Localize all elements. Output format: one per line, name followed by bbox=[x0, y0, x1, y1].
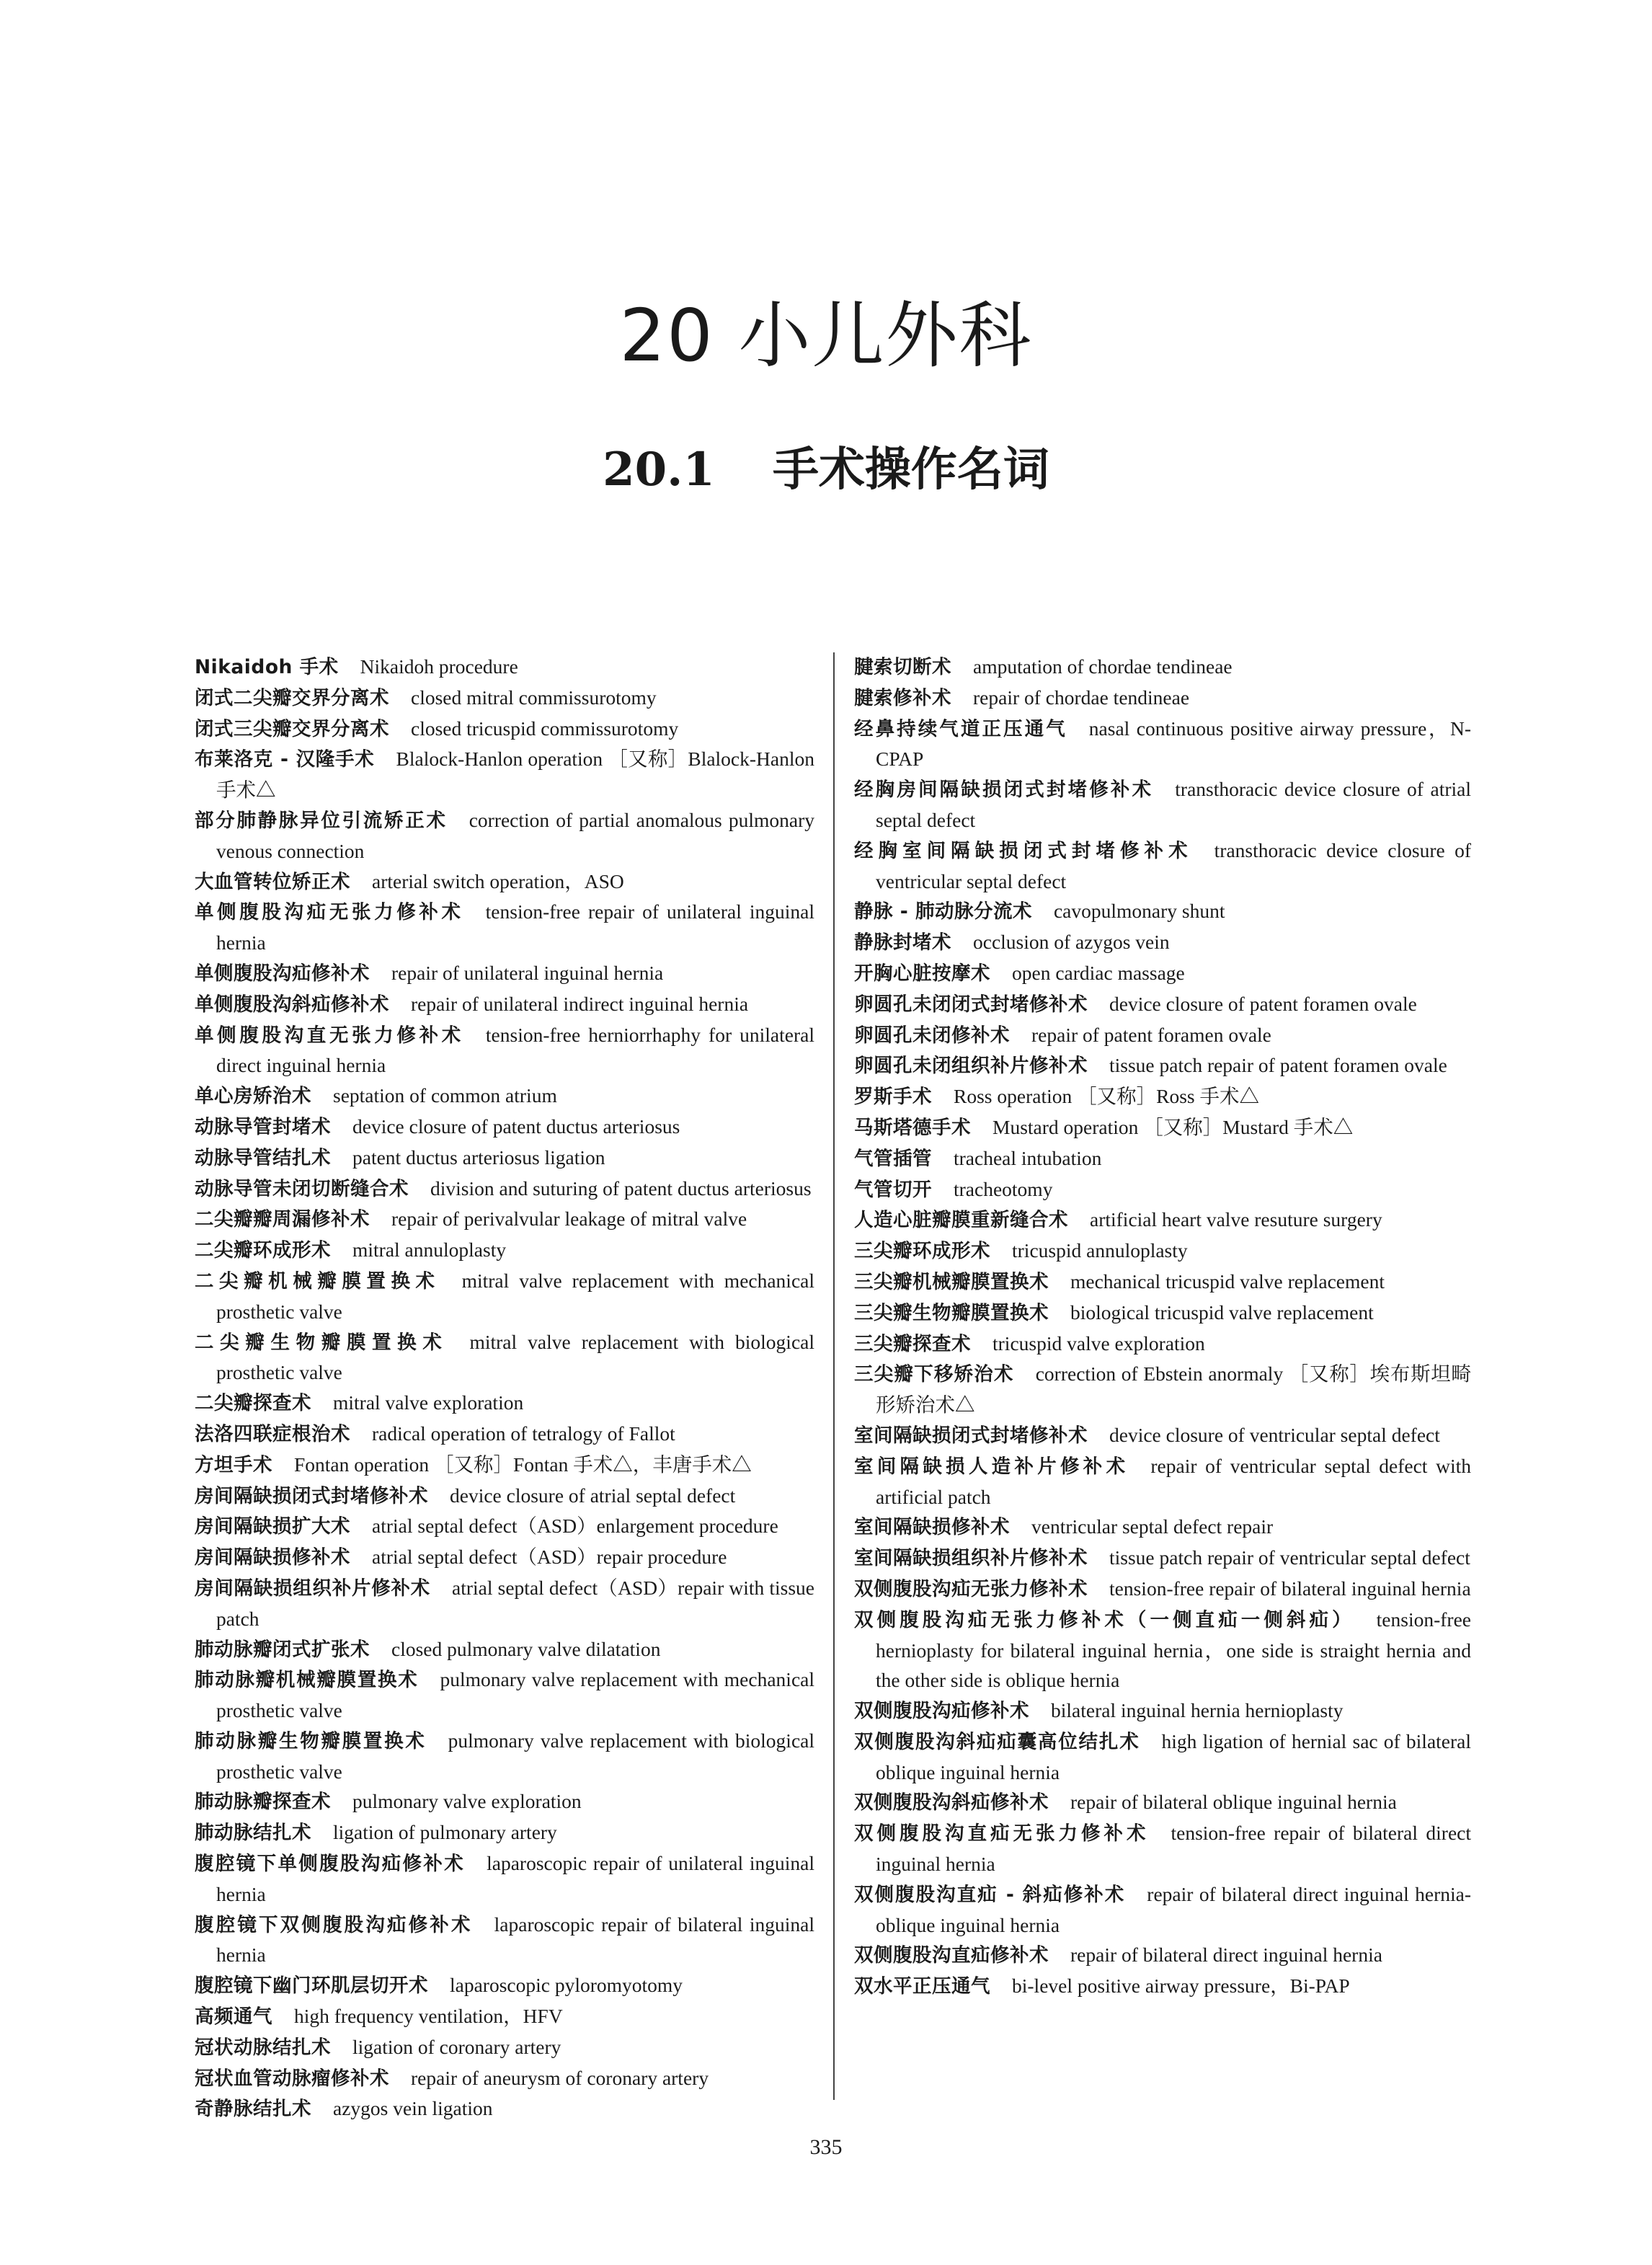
term-chinese: 三尖瓣生物瓣膜置换术 bbox=[854, 1301, 1049, 1324]
term-chinese: 动脉导管结扎术 bbox=[195, 1146, 331, 1169]
glossary-entry bbox=[195, 1143, 814, 1174]
glossary-entry bbox=[195, 1511, 814, 1542]
term-english: repair of bilateral direct inguinal hernia bbox=[1070, 1943, 1382, 1967]
glossary-entry bbox=[195, 1848, 814, 1910]
glossary-entry bbox=[854, 1696, 1471, 1727]
term-english: device closure of atrial septal defect bbox=[450, 1484, 736, 1507]
term-chinese: 腹腔镜下双侧腹股沟疝修补术 bbox=[195, 1913, 473, 1936]
glossary-entry bbox=[195, 866, 814, 897]
term-english: high frequency ventilation，HFV bbox=[294, 2005, 563, 2028]
term-english: repair of bilateral oblique inguinal hernia bbox=[1070, 1791, 1397, 1814]
glossary-entry bbox=[195, 1970, 814, 2001]
glossary-entry bbox=[195, 1542, 814, 1573]
term-chinese: 腹腔镜下单侧腹股沟疝修补术 bbox=[195, 1853, 466, 1876]
term-chinese: 奇静脉结扎术 bbox=[195, 2098, 311, 2121]
term-chinese: 单侧腹股沟直无张力修补术 bbox=[195, 1024, 464, 1047]
glossary-entry bbox=[854, 1787, 1471, 1818]
term-english: repair of unilateral inguinal hernia bbox=[391, 961, 664, 984]
glossary-entry bbox=[195, 1573, 814, 1634]
term-english: mitral valve replacement with biological prosthetic valve bbox=[216, 1330, 815, 1384]
term-english: repair of bilateral direct inguinal hernia-oblique inguinal hernia bbox=[876, 1882, 1471, 1936]
term-english: mechanical tricuspid valve replacement bbox=[1070, 1269, 1385, 1293]
term-english: closed tricuspid commissurotomy bbox=[411, 717, 679, 740]
term-english: high ligation of hernial sac of bilateral oblique inguinal hernia bbox=[876, 1729, 1471, 1783]
term-english: tricuspid annuloplasty bbox=[1012, 1239, 1188, 1262]
glossary-entry bbox=[854, 1081, 1471, 1112]
glossary-entry bbox=[854, 1143, 1471, 1174]
term-english: Mustard operation ［又称］Mustard 手术△ bbox=[992, 1115, 1354, 1138]
term-english: bilateral inguinal hernia hernioplasty bbox=[1051, 1699, 1344, 1722]
term-english: pulmonary valve replacement with mechanical prosthetic valve bbox=[216, 1668, 814, 1722]
term-chinese: 动脉导管未闭切断缝合术 bbox=[195, 1177, 409, 1200]
glossary-entry bbox=[854, 1298, 1471, 1329]
term-english: amputation of chordae tendineae bbox=[973, 655, 1233, 678]
term-chinese: 双侧腹股沟疝无张力修补术（一侧直疝一侧斜疝） bbox=[854, 1608, 1355, 1631]
term-english: division and suturing of patent ductus arteriosus bbox=[430, 1176, 812, 1200]
glossary-entry bbox=[195, 1388, 814, 1419]
term-english: tension-free repair of bilateral inguinal hernia bbox=[1109, 1577, 1471, 1600]
section-title bbox=[0, 433, 1652, 499]
glossary-entry bbox=[854, 1971, 1471, 2002]
term-english: laparoscopic pyloromyotomy bbox=[450, 1974, 683, 1997]
term-chinese: 肺动脉瓣探查术 bbox=[195, 1791, 331, 1814]
glossary-entry bbox=[195, 1174, 814, 1205]
glossary-entry bbox=[195, 1419, 814, 1450]
term-chinese: 卵圆孔未闭修补术 bbox=[854, 1024, 1010, 1047]
term-chinese: 房间隔缺损修补术 bbox=[195, 1546, 350, 1569]
term-english: azygos vein ligation bbox=[333, 2097, 493, 2120]
glossary-entry bbox=[854, 1267, 1471, 1298]
term-chinese: 卵圆孔未闭闭式封堵修补术 bbox=[854, 993, 1088, 1016]
term-english: artificial heart valve resuture surgery bbox=[1090, 1208, 1382, 1231]
glossary-entry bbox=[854, 1818, 1471, 1879]
glossary-entry bbox=[195, 1726, 814, 1787]
term-english: bi-level positive airway pressure，Bi-PAP bbox=[1012, 1974, 1350, 1998]
term-english: Fontan operation ［又称］Fontan 手术△，丰唐手术△ bbox=[294, 1453, 752, 1476]
term-chinese: 三尖瓣机械瓣膜置换术 bbox=[854, 1270, 1049, 1293]
term-chinese: 房间隔缺损扩大术 bbox=[195, 1515, 350, 1538]
glossary-entry bbox=[195, 1020, 814, 1081]
term-chinese: 经胸房间隔缺损闭式封堵修补术 bbox=[854, 779, 1154, 802]
glossary-entry bbox=[854, 1574, 1471, 1605]
glossary-entry bbox=[854, 714, 1471, 775]
term-english: tension-free hernioplasty for bilateral inguinal hernia，one side is straight hernia and the other side is oblique hernia bbox=[876, 1608, 1471, 1692]
term-english: device closure of patent foramen ovale bbox=[1109, 992, 1417, 1015]
term-english: laparoscopic repair of unilateral inguinal hernia bbox=[216, 1852, 815, 1905]
glossary-entry bbox=[854, 835, 1471, 897]
term-chinese: 双侧腹股沟斜疝修补术 bbox=[854, 1791, 1049, 1814]
term-english: transthoracic device closure of ventricular septal defect bbox=[876, 838, 1472, 892]
glossary-entry bbox=[195, 1786, 814, 1817]
chapter-title: 20 小儿外科 bbox=[619, 293, 1033, 378]
glossary-entry bbox=[854, 1020, 1471, 1051]
term-english: tension-free herniorrhaphy for unilateral direct inguinal hernia bbox=[216, 1023, 814, 1077]
term-english: laparoscopic repair of bilateral inguinal hernia bbox=[216, 1912, 815, 1967]
glossary-entry bbox=[195, 1817, 814, 1848]
term-chinese: 房间隔缺损组织补片修补术 bbox=[195, 1577, 431, 1600]
term-chinese: 罗斯手术 bbox=[854, 1086, 932, 1109]
term-chinese: 二尖瓣环成形术 bbox=[195, 1239, 331, 1262]
term-english: Nikaidoh procedure bbox=[360, 655, 518, 678]
term-chinese: Nikaidoh 手术 bbox=[195, 656, 339, 678]
term-english: mitral annuloplasty bbox=[352, 1238, 507, 1262]
term-chinese: 高频通气 bbox=[195, 2005, 272, 2029]
term-english: septation of common atrium bbox=[333, 1084, 557, 1107]
glossary-entry bbox=[195, 958, 814, 989]
term-chinese: 闭式二尖瓣交界分离术 bbox=[195, 686, 389, 709]
glossary-entry bbox=[854, 774, 1471, 835]
term-english: repair of unilateral indirect inguinal hernia bbox=[411, 992, 749, 1015]
glossary-entry bbox=[195, 652, 814, 683]
term-english: nasal continuous positive airway pressure，N-CPAP bbox=[876, 717, 1471, 771]
term-english: tissue patch repair of ventricular septal defect bbox=[1109, 1546, 1470, 1569]
term-chinese: 腱索修补术 bbox=[854, 686, 951, 709]
term-chinese: 气管插管 bbox=[854, 1147, 932, 1170]
glossary-entry bbox=[195, 744, 814, 805]
glossary-entry bbox=[854, 1112, 1471, 1143]
left-column bbox=[195, 652, 814, 2124]
term-english: repair of patent foramen ovale bbox=[1031, 1023, 1271, 1046]
term-english: transthoracic device closure of atrial septal defect bbox=[876, 778, 1471, 831]
term-chinese: 室间隔缺损修补术 bbox=[854, 1516, 1010, 1539]
glossary-entry bbox=[195, 1327, 814, 1388]
term-chinese: 二尖瓣瓣周漏修补术 bbox=[195, 1208, 370, 1231]
term-english: tension-free repair of unilateral inguinal hernia bbox=[216, 900, 814, 954]
term-english: tricuspid valve exploration bbox=[992, 1331, 1205, 1355]
term-chinese: 法洛四联症根治术 bbox=[195, 1422, 350, 1445]
glossary-entry bbox=[854, 1329, 1471, 1360]
term-english: closed mitral commissurotomy bbox=[411, 686, 657, 709]
term-english: tension-free repair of bilateral direct inguinal hernia bbox=[876, 1822, 1471, 1876]
term-chinese: 冠状动脉结扎术 bbox=[195, 2036, 331, 2059]
term-chinese: 二尖瓣探查术 bbox=[195, 1392, 311, 1415]
term-chinese: 双水平正压通气 bbox=[854, 1975, 990, 1998]
section-number: 20.1 bbox=[603, 443, 715, 497]
term-chinese: 二尖瓣机械瓣膜置换术 bbox=[195, 1269, 440, 1293]
column-divider bbox=[833, 652, 835, 2100]
term-english: Ross operation ［又称］Ross 手术△ bbox=[954, 1085, 1259, 1108]
term-english: pulmonary valve exploration bbox=[352, 1790, 582, 1813]
term-chinese: 肺动脉结扎术 bbox=[195, 1822, 311, 1845]
term-chinese: 三尖瓣下移矫治术 bbox=[854, 1363, 1014, 1386]
glossary-entry bbox=[195, 1112, 814, 1143]
term-chinese: 室间隔缺损组织补片修补术 bbox=[854, 1547, 1088, 1570]
glossary-entry bbox=[854, 683, 1471, 714]
glossary-entry bbox=[195, 1481, 814, 1512]
glossary-entry bbox=[195, 2093, 814, 2124]
term-english: tracheotomy bbox=[954, 1177, 1053, 1200]
glossary-entry bbox=[195, 989, 814, 1020]
term-english: cavopulmonary shunt bbox=[1053, 900, 1225, 923]
term-english: open cardiac massage bbox=[1012, 961, 1185, 984]
term-chinese: 卵圆孔未闭组织补片修补术 bbox=[854, 1055, 1088, 1078]
glossary-entry bbox=[854, 652, 1471, 683]
term-english: ligation of coronary artery bbox=[352, 2035, 561, 2058]
term-chinese: 三尖瓣探查术 bbox=[854, 1332, 971, 1355]
term-chinese: 双侧腹股沟疝修补术 bbox=[854, 1700, 1029, 1723]
term-chinese: 双侧腹股沟直疝 - 斜疝修补术 bbox=[854, 1883, 1126, 1906]
term-chinese: 腱索切断术 bbox=[854, 656, 951, 678]
term-english: biological tricuspid valve replacement bbox=[1070, 1300, 1374, 1324]
term-english: occlusion of azygos vein bbox=[973, 931, 1170, 954]
glossary-entry bbox=[854, 1727, 1471, 1788]
glossary-entry bbox=[195, 805, 814, 866]
term-english: mitral valve replacement with mechanical prosthetic valve bbox=[216, 1269, 815, 1323]
term-english: radical operation of tetralogy of Fallot bbox=[372, 1422, 675, 1445]
glossary-entry bbox=[854, 989, 1471, 1020]
term-english: ventricular septal defect repair bbox=[1031, 1515, 1274, 1538]
glossary-entry bbox=[854, 1512, 1471, 1543]
term-chinese: 肺动脉瓣生物瓣膜置换术 bbox=[195, 1729, 427, 1752]
glossary-entry bbox=[195, 2032, 814, 2063]
glossary-entry bbox=[854, 896, 1471, 927]
term-english: mitral valve exploration bbox=[333, 1391, 524, 1414]
term-chinese: 肺动脉瓣闭式扩张术 bbox=[195, 1638, 370, 1661]
term-english: ligation of pulmonary artery bbox=[333, 1821, 557, 1844]
term-chinese: 肺动脉瓣机械瓣膜置换术 bbox=[195, 1669, 419, 1692]
glossary-entry bbox=[854, 1420, 1471, 1451]
glossary-entry bbox=[195, 897, 814, 958]
term-chinese: 双侧腹股沟直疝修补术 bbox=[854, 1944, 1049, 1967]
term-english: Blalock-Hanlon operation ［又称］Blalock-Hanlon 手术△ bbox=[216, 748, 814, 802]
term-chinese: 气管切开 bbox=[854, 1178, 932, 1201]
glossary-entry bbox=[195, 1665, 814, 1726]
glossary-entry bbox=[195, 1235, 814, 1266]
term-chinese: 静脉 - 肺动脉分流术 bbox=[854, 900, 1032, 923]
term-english: correction of partial anomalous pulmonary venous connection bbox=[216, 808, 815, 862]
term-chinese: 人造心脏瓣膜重新缝合术 bbox=[854, 1209, 1068, 1232]
term-chinese: 闭式三尖瓣交界分离术 bbox=[195, 717, 389, 740]
glossary-entry bbox=[854, 958, 1471, 989]
term-chinese: 经胸室间隔缺损闭式封堵修补术 bbox=[854, 839, 1193, 862]
term-english: atrial septal defect（ASD）repair with tissue patch bbox=[216, 1576, 815, 1630]
glossary-entry bbox=[854, 927, 1471, 958]
term-chinese: 单侧腹股沟斜疝修补术 bbox=[195, 993, 389, 1016]
glossary-entry bbox=[854, 1174, 1471, 1205]
glossary-entry bbox=[854, 1236, 1471, 1267]
right-column bbox=[854, 652, 1471, 2002]
term-english: patent ductus arteriosus ligation bbox=[352, 1145, 605, 1169]
term-chinese: 方坦手术 bbox=[195, 1453, 272, 1476]
term-english: tissue patch repair of patent foramen ovale bbox=[1109, 1054, 1447, 1077]
glossary-entry bbox=[854, 1050, 1471, 1081]
term-chinese: 大血管转位矫正术 bbox=[195, 870, 350, 893]
glossary-entry bbox=[854, 1543, 1471, 1574]
term-english: device closure of patent ductus arteriosus bbox=[352, 1114, 680, 1138]
glossary-entry bbox=[195, 1266, 814, 1327]
term-english: atrial septal defect（ASD）repair procedure bbox=[372, 1546, 727, 1569]
term-chinese: 静脉封堵术 bbox=[854, 931, 951, 954]
term-chinese: 二尖瓣生物瓣膜置换术 bbox=[195, 1331, 448, 1354]
glossary-entry bbox=[854, 1940, 1471, 1971]
glossary-entry bbox=[195, 683, 814, 714]
term-chinese: 腹腔镜下幽门环肌层切开术 bbox=[195, 1974, 428, 1998]
term-english: correction of Ebstein anormaly ［又称］埃布斯坦畸形矫治术△ bbox=[876, 1362, 1471, 1417]
glossary-entry bbox=[854, 1205, 1471, 1236]
glossary-entry bbox=[854, 1879, 1471, 1941]
term-chinese: 冠状血管动脉瘤修补术 bbox=[195, 2067, 389, 2090]
term-chinese: 房间隔缺损闭式封堵修补术 bbox=[195, 1484, 428, 1507]
glossary-entry bbox=[195, 1634, 814, 1665]
term-english: atrial septal defect（ASD）enlargement procedure bbox=[372, 1515, 778, 1538]
term-chinese: 经鼻持续气道正压通气 bbox=[854, 717, 1067, 740]
glossary-entry bbox=[854, 1359, 1471, 1420]
glossary-entry bbox=[195, 1910, 814, 1971]
glossary-entry bbox=[195, 1204, 814, 1235]
term-english: repair of aneurysm of coronary artery bbox=[411, 2066, 709, 2089]
term-chinese: 单侧腹股沟疝无张力修补术 bbox=[195, 901, 464, 924]
term-chinese: 单心房矫治术 bbox=[195, 1085, 311, 1108]
term-chinese: 双侧腹股沟疝无张力修补术 bbox=[854, 1577, 1088, 1600]
page-number: 335 bbox=[809, 2135, 843, 2159]
term-english: repair of perivalvular leakage of mitral valve bbox=[391, 1207, 747, 1231]
term-english: closed pulmonary valve dilatation bbox=[391, 1637, 661, 1660]
term-chinese: 双侧腹股沟斜疝疝囊高位结扎术 bbox=[854, 1730, 1140, 1753]
term-english: device closure of ventricular septal defect bbox=[1109, 1423, 1440, 1446]
glossary-entry bbox=[195, 1450, 814, 1481]
glossary-entry bbox=[195, 2063, 814, 2094]
section-heading: 手术操作名词 bbox=[772, 443, 1049, 497]
term-chinese: 双侧腹股沟直疝无张力修补术 bbox=[854, 1822, 1150, 1845]
term-chinese: 室间隔缺损人造补片修补术 bbox=[854, 1455, 1129, 1478]
term-english: arterial switch operation，ASO bbox=[372, 869, 624, 892]
term-chinese: 室间隔缺损闭式封堵修补术 bbox=[854, 1424, 1088, 1447]
term-english: tracheal intubation bbox=[954, 1146, 1102, 1169]
term-chinese: 三尖瓣环成形术 bbox=[854, 1240, 990, 1263]
term-english: pulmonary valve replacement with biological prosthetic valve bbox=[216, 1729, 814, 1783]
glossary-entry bbox=[195, 2001, 814, 2032]
term-chinese: 单侧腹股沟疝修补术 bbox=[195, 962, 370, 985]
term-english: repair of ventricular septal defect with artificial patch bbox=[876, 1454, 1471, 1508]
term-chinese: 布莱洛克 - 汉隆手术 bbox=[195, 748, 375, 771]
glossary-entry bbox=[195, 1081, 814, 1112]
term-english: repair of chordae tendineae bbox=[973, 686, 1190, 709]
glossary-entry bbox=[854, 1451, 1471, 1512]
term-chinese: 动脉导管封堵术 bbox=[195, 1115, 331, 1138]
term-chinese: 部分肺静脉异位引流矫正术 bbox=[195, 809, 448, 832]
glossary-entry bbox=[195, 714, 814, 745]
term-chinese: 开胸心脏按摩术 bbox=[854, 962, 990, 985]
glossary-entry bbox=[854, 1605, 1471, 1696]
term-chinese: 马斯塔德手术 bbox=[854, 1116, 971, 1139]
